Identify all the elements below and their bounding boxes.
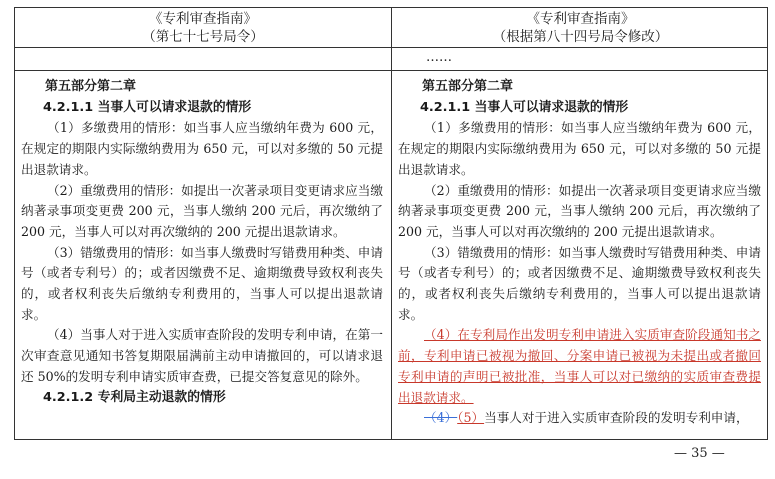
- right-para-5-text: 当事人对于进入实质审查阶段的发明专利申请，: [484, 410, 749, 426]
- right-header: [392, 8, 768, 48]
- left-para-1: （1）多缴费用的情形：如当事人应当缴纳年费为 600 元，在规定的期限内实际缴纳费用为 650 元，可以对多缴的 50 元提出退款请求。: [21, 120, 383, 177]
- right-para-5: [398, 408, 761, 429]
- right-body: [392, 71, 768, 429]
- right-inserted-para: [398, 325, 761, 408]
- left-body: [15, 71, 391, 408]
- right-para-2: （2）重缴费用的情形：如提出一次著录项目变更请求应当缴纳著录事项变更费 200 元，当事人缴纳 200 元后，再次缴纳了 200 元，当事人可以对再次缴纳的 200 元提出退款请求。: [398, 182, 761, 239]
- left-column: [15, 8, 392, 439]
- right-para-1: （1）多缴费用的情形：如当事人应当缴纳年费为 600 元，在规定的期限内实际缴纳费用为 650 元，可以对多缴的 50 元提出退款请求。: [398, 120, 761, 177]
- deleted-number: （4）: [424, 410, 458, 426]
- left-para-3: （3）错缴费用的情形：如当事人缴费时写错费用种类、申请号（或者专利号）的；或者因缴费不足、逾期缴费导致权利丧失的，或者权利丧失后缴纳专利费用的，当事人可以提出退款请求。: [21, 244, 383, 322]
- left-header-title: 《专利审查指南》: [149, 11, 257, 27]
- right-header-subtitle: （根据第八十四号局令修改）: [492, 29, 669, 45]
- left-section-heading: 4.2.1.1 当事人可以请求退款的情形: [43, 99, 252, 115]
- right-para-3: （3）错缴费用的情形：如当事人缴费时写错费用种类、申请号（或者专利号）的；或者因缴费不足、逾期缴费导致权利丧失的，或者权利丧失后缴纳专利费用的，当事人可以提出退款请求。: [398, 244, 761, 322]
- right-chapter-title: 第五部分第二章: [422, 79, 514, 94]
- left-section-heading-2: 4.2.1.2 专利局主动退款的情形: [43, 389, 226, 405]
- page-number: — 35 —: [674, 446, 725, 461]
- inserted-number: （5）: [457, 410, 485, 426]
- right-row2: ……: [392, 48, 768, 71]
- right-section-heading: 4.2.1.1 当事人可以请求退款的情形: [420, 99, 629, 115]
- left-para-4: （4）当事人对于进入实质审查阶段的发明专利申请，在第一次审查意见通知书答复期限届满前主动申请撤回的，可以请求退还 50%的发明专利申请实质审查费，已提交答复意见的除外。: [21, 327, 383, 384]
- left-para-2: （2）重缴费用的情形：如提出一次著录项目变更请求应当缴纳著录事项变更费 200 元，当事人缴纳 200 元后，再次缴纳了 200 元，当事人可以对再次缴纳的 200 元提出退款请求。: [21, 182, 383, 239]
- left-row2: [15, 48, 391, 71]
- left-chapter-title: 第五部分第二章: [45, 79, 137, 94]
- comparison-table: [14, 7, 768, 440]
- right-header-title: 《专利审查指南》: [526, 11, 635, 27]
- left-header-subtitle: （第七十七号局令）: [142, 29, 264, 45]
- inserted-text: （4）在专利局作出发明专利申请进入实质审查阶段通知书之前，专利申请已被视为撤回、分案申请已被视为未提出或者撤回专利申请的声明已被批准，当事人可以对已缴纳的实质审查费提出退款请求。: [398, 327, 761, 405]
- left-header: [15, 8, 391, 48]
- right-column: [392, 8, 768, 439]
